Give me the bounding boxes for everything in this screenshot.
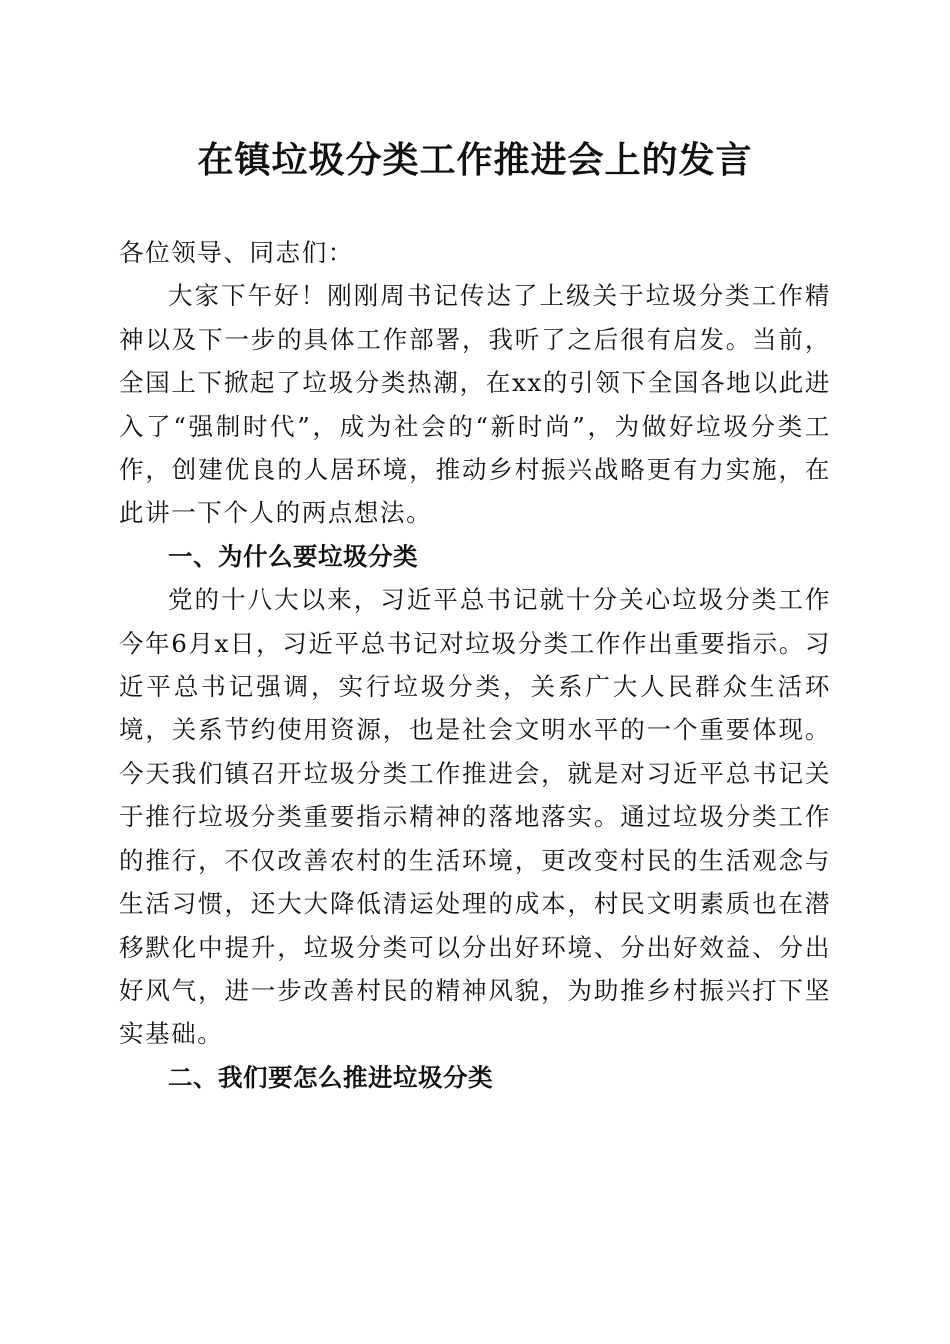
section-1-paragraph: 党的十八大以来，习近平总书记就十分关心垃圾分类工作今年6月x日，习近平总书记对垃圾分类工作作出重要指示。习近平总书记强调，实行垃圾分类，关系广大人民群众生活环境，关系节约使用资源，也是社会文明水平的一个重要体现。今天我们镇召开垃圾分类工作推进会，就是对习近平总书记关于推行垃圾分类重要指示精神的落地落实。通过垃圾分类工作的推行，不仅改善农村的生活环境，更改变村民的生活观念与生活习惯，还大大降低清运处理的成本，村民文明素质也在潜移默化中提升，垃圾分类可以分出好环境、分出好效益、分出好风气，进一步改善村民的精神风貌，为助推乡村振兴打下坚实基础。 (119, 585, 831, 1049)
document-title: 在镇垃圾分类工作推进会上的发言 (197, 139, 753, 181)
section-heading-2: 二、我们要怎么推进垃圾分类 (168, 1062, 493, 1092)
section-heading-1: 一、为什么要垃圾分类 (168, 541, 418, 571)
intro-paragraph: 大家下午好！刚刚周书记传达了上级关于垃圾分类工作精神以及下一步的具体工作部署，我听了之后很有启发。当前，全国上下掀起了垃圾分类热潮，在xx的引领下全国各地以此进入了“强制时代”，成为社会的“新时尚”，为做好垃圾分类工作，创建优良的人居环境，推动乡村振兴战略更有力实施，在此讲一下个人的两点想法。 (119, 281, 831, 528)
salutation: 各位领导、同志们： (119, 238, 354, 267)
document-body (119, 231, 831, 1099)
